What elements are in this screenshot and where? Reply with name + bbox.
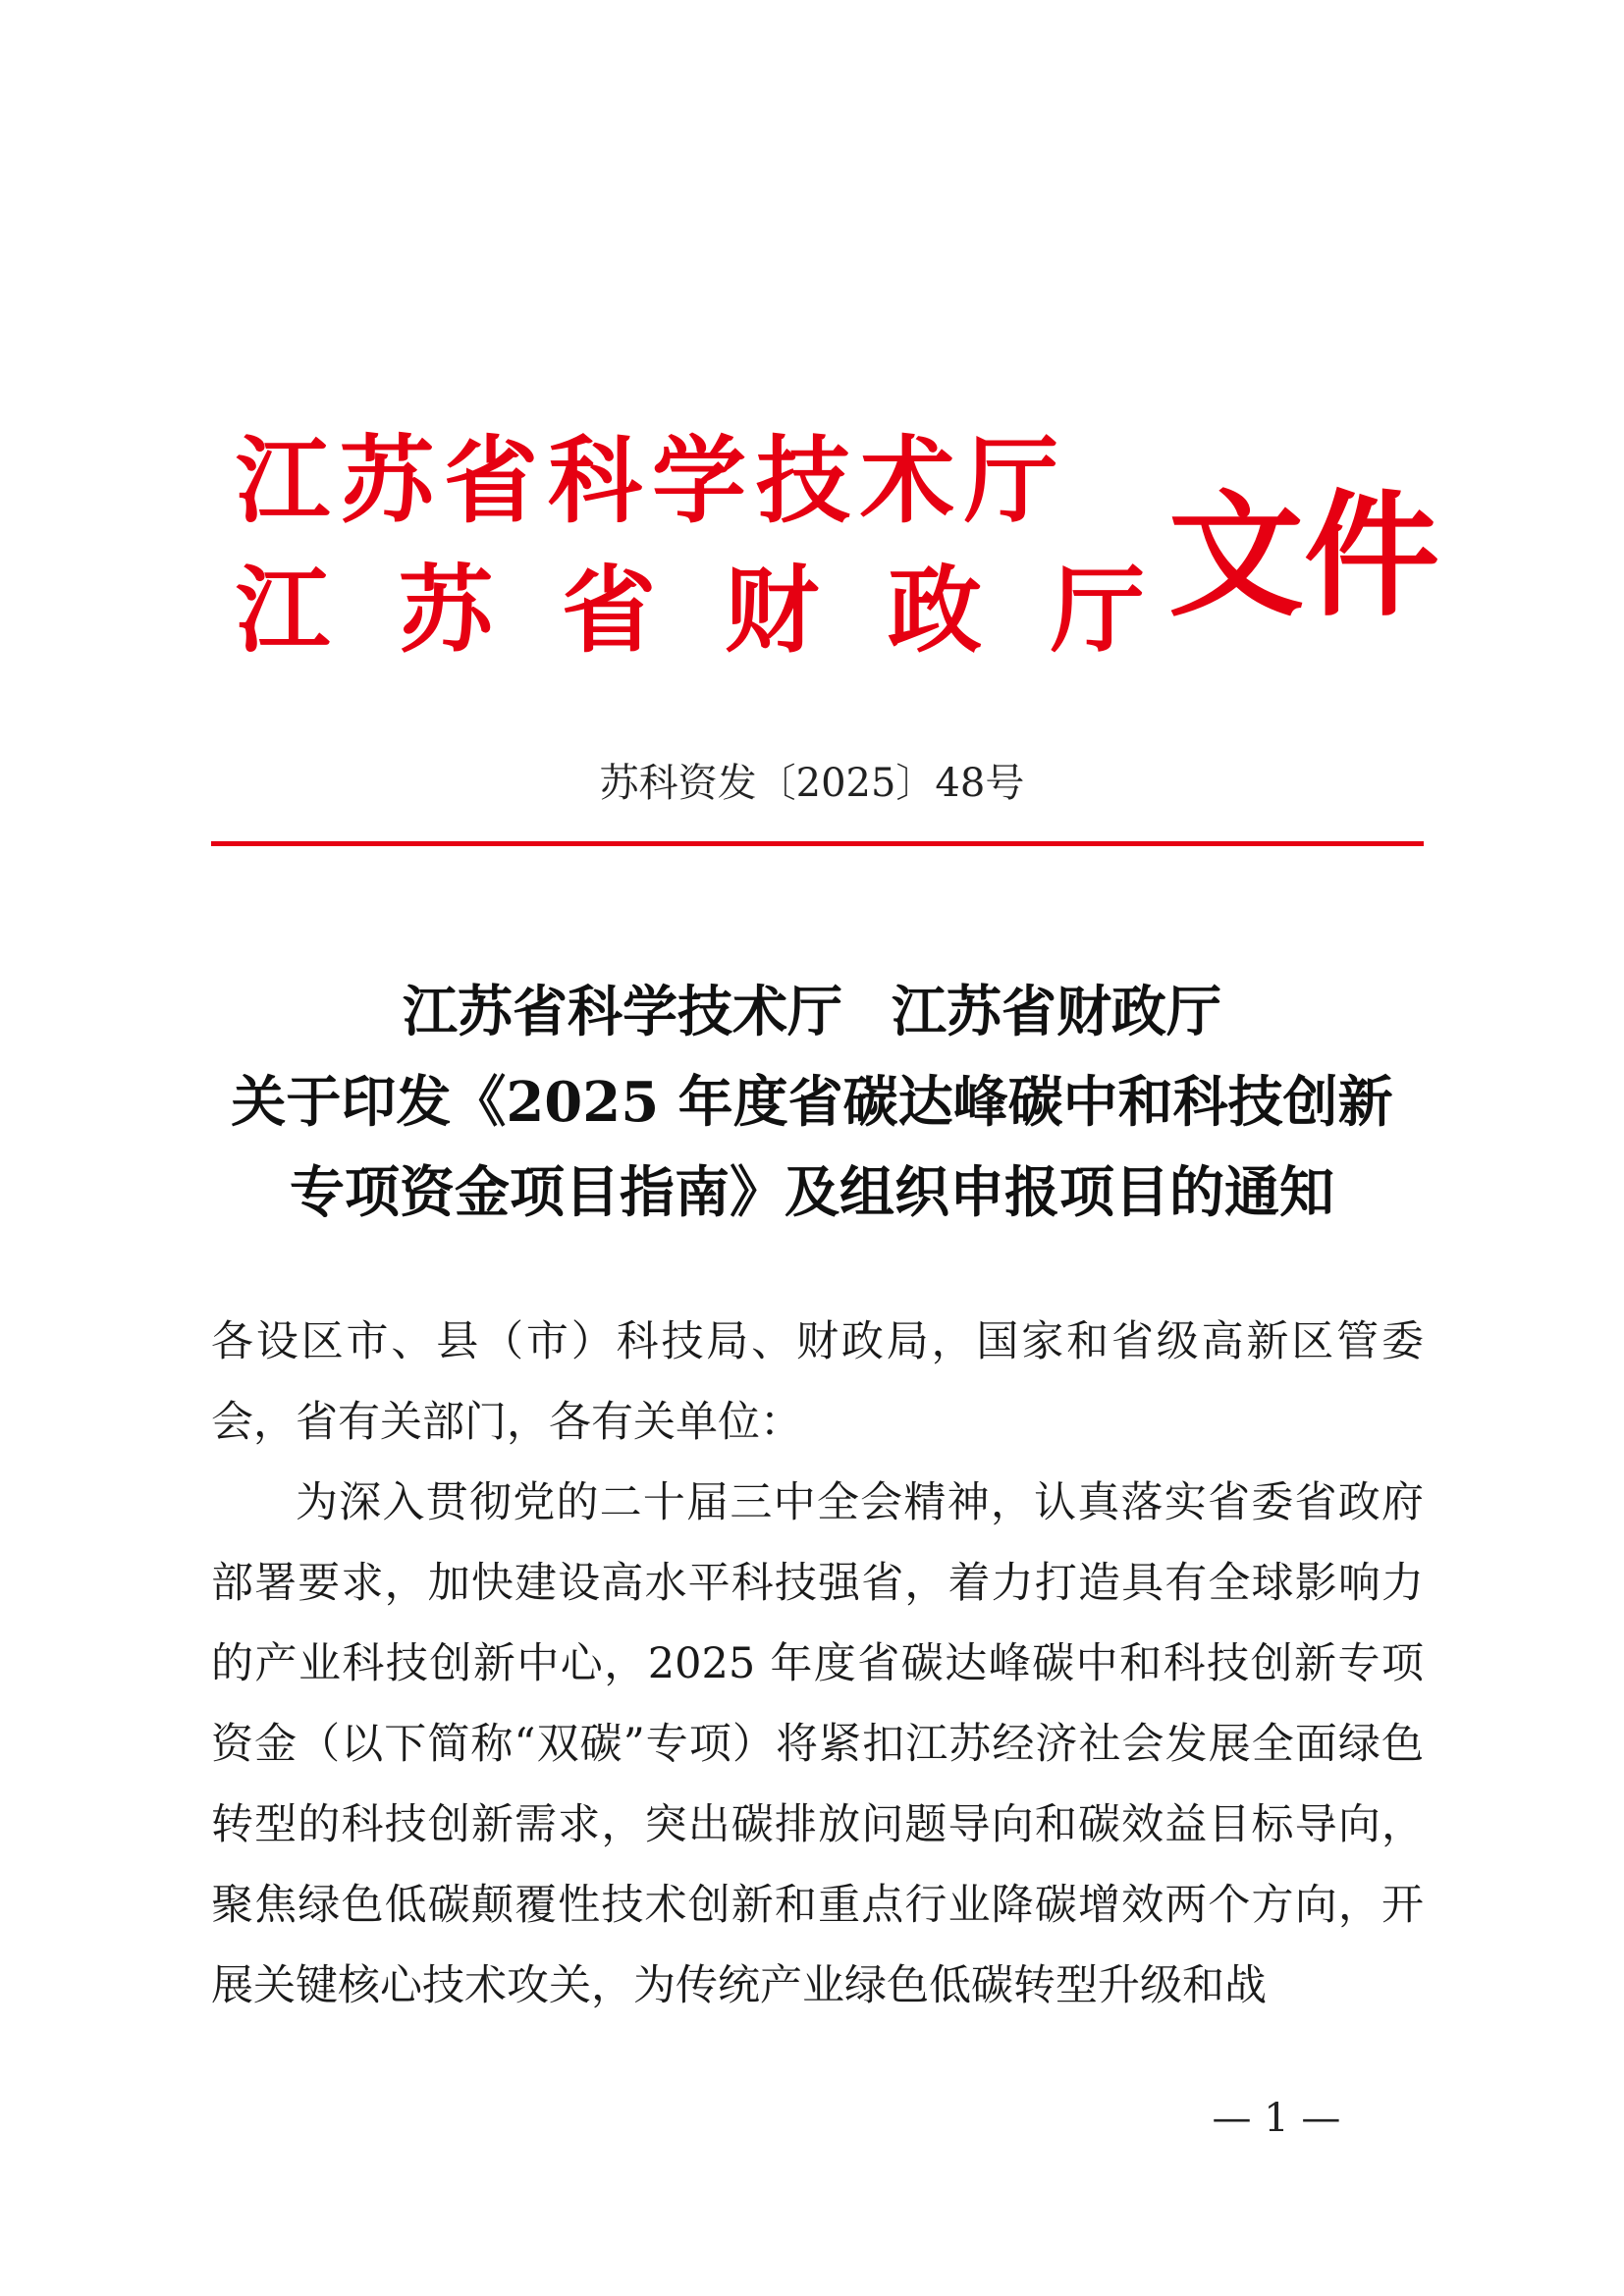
title-line-1	[147, 967, 1477, 1057]
addressee: 各设区市、县（市）科技局、财政局，国家和省级高新区管委会，省有关部门，各有关单位：	[211, 1317, 1424, 1447]
issuer-line-science-department: 江苏省科学技术厅	[236, 426, 1068, 536]
body-paragraph-1: 为深入贯彻党的二十届三中全会精神，认真落实省委省政府部署要求，加快建设高水平科技强省，着力打造具有全球影响力的产业科技创新中心，2025 年度省碳达峰碳中和科技创新专项资金（以下简称“双碳”专项）将紧扣江苏经济社会发展全面绿色转型的科技创新需求，突出碳排放问题导向和碳效益目标导向，聚焦绿色低碳颠覆性技术创新和重点行业降碳增效两个方向，开展关键核心技术攻关，为传统产业绿色低碳转型升级和战	[211, 1478, 1424, 2010]
title-line-2: 关于印发《2025 年度省碳达峰碳中和科技创新	[231, 1070, 1393, 1135]
issuer-suffix-document: 文件	[1168, 477, 1440, 635]
document-number: 苏科资发〔2025〕48号	[599, 761, 1025, 806]
title-issuer-b: 江苏省财政厅	[892, 980, 1221, 1044]
issuer-header	[236, 422, 1440, 687]
title-line-3: 专项资金项目指南》及组织申报项目的通知	[290, 1160, 1334, 1225]
page-number: — 1 —	[1212, 2096, 1341, 2141]
document-title	[147, 967, 1477, 1238]
issuer-line-finance-department: 江苏省财政厅	[236, 556, 1214, 666]
title-issuer-a: 江苏省科学技术厅	[403, 980, 842, 1044]
document-body	[211, 1302, 1424, 2026]
red-separator-rule	[211, 841, 1424, 846]
